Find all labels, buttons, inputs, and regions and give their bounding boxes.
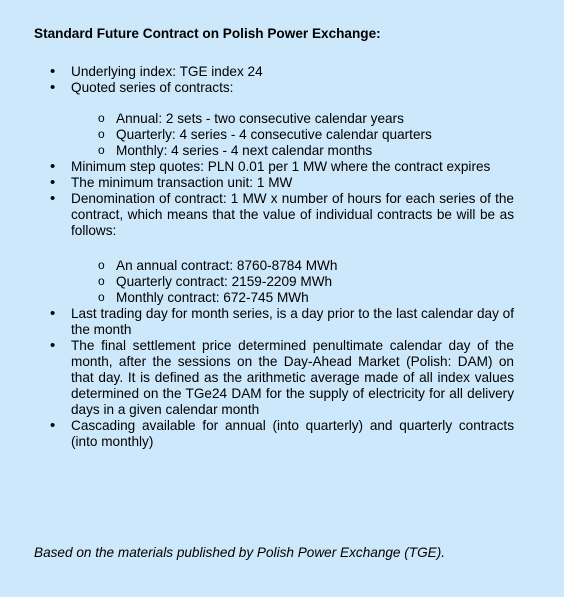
bullet-minimum-step: • Minimum step quotes: PLN 0.01 per 1 MW where the contract expires [34, 159, 514, 175]
bullet-list-contract-basics [34, 64, 530, 96]
sub-item-monthly-contract: o Monthly contract: 672-745 MWh [34, 290, 530, 306]
bullet-minimum-unit: • The minimum transaction unit: 1 MW [34, 175, 514, 191]
bullet-underlying-index: • Underlying index: TGE index 24 [34, 64, 530, 80]
bullet-cascading: • Cascading available for annual (into quarterly) and quarterly contracts (into monthly) [34, 418, 514, 450]
sub-list-quoted-series [34, 111, 530, 159]
bullet-quoted-series: • Quoted series of contracts: [34, 80, 530, 96]
bullet-last-trading-day: • Last trading day for month series, is a day prior to the last calendar day of the month [34, 306, 514, 338]
sub-item-annual-contract: o An annual contract: 8760-8784 MWh [34, 258, 530, 274]
sub-item-monthly: o Monthly: 4 series - 4 next calendar months [34, 143, 530, 159]
document-title: Standard Future Contract on Polish Power Exchange: [34, 26, 381, 41]
bullet-final-settlement-price: • The final settlement price determined penultimate calendar day of the month, after the sessions on the Day-Ahead Market (Polish: DAM) on that day. It is defined as the arithmetic average made of all index values determined on the TGe24 DAM for the supply of electricity for all delivery days in a given calendar month [34, 338, 514, 418]
sub-list-contract-values [34, 258, 530, 306]
bullet-list-settlement [34, 306, 530, 450]
sub-item-annual: o Annual: 2 sets - two consecutive calendar years [34, 111, 530, 127]
sub-item-quarterly: o Quarterly: 4 series - 4 consecutive calendar quarters [34, 127, 530, 143]
sub-item-quarterly-contract: o Quarterly contract: 2159-2209 MWh [34, 274, 530, 290]
source-note: Based on the materials published by Polish Power Exchange (TGE). [34, 545, 446, 560]
bullet-denomination: • Denomination of contract: 1 MW x number of hours for each series of the contract, which means that the value of individual contracts be will be as follows: [34, 191, 514, 239]
bullet-list-contract-terms [34, 159, 530, 239]
